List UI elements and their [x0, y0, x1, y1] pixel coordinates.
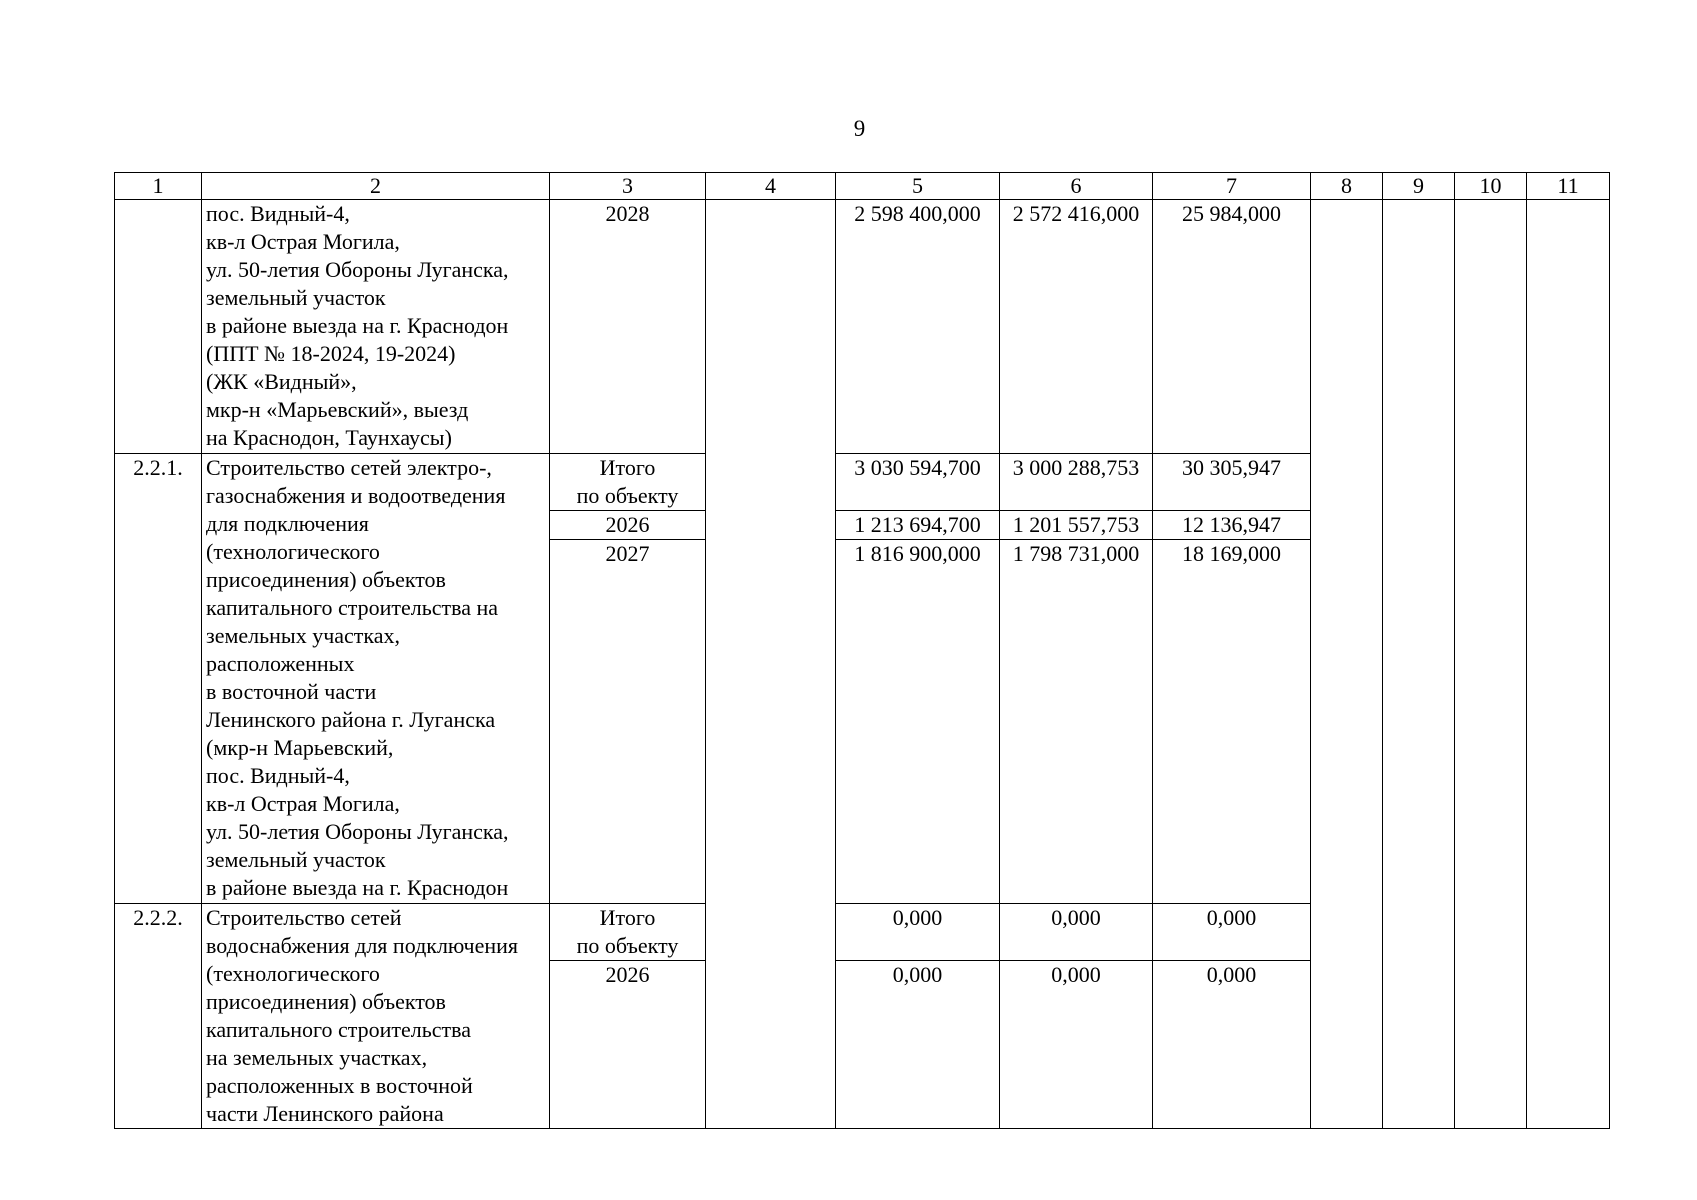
- value-col6: 0,000: [1000, 961, 1153, 1129]
- value-col7: 18 169,000: [1153, 540, 1311, 904]
- column-number-row: [115, 173, 1610, 200]
- column-10-cell: [1455, 200, 1527, 1129]
- value-col5: 0,000: [836, 904, 1000, 961]
- table-row: [115, 200, 1610, 454]
- column-number: 10: [1455, 173, 1527, 200]
- item-description: пос. Видный-4, кв-л Острая Могила, ул. 50-летия Обороны Луганска, земельный участок в районе выезда на г. Краснодон (ППТ № 18-2024, 19-2024) (ЖК «Видный», мкр-н «Марьевский», выезд на Краснодон, Таунхаусы): [202, 200, 550, 454]
- value-col6: 0,000: [1000, 904, 1153, 961]
- column-number: 9: [1383, 173, 1455, 200]
- value-col5: 0,000: [836, 961, 1000, 1129]
- item-number: 2.2.1.: [115, 454, 202, 904]
- column-number: 7: [1153, 173, 1311, 200]
- column-number: 8: [1311, 173, 1383, 200]
- column-number: 11: [1527, 173, 1610, 200]
- value-col6: 2 572 416,000: [1000, 200, 1153, 454]
- year-cell: 2026: [550, 511, 706, 540]
- year-cell: 2027: [550, 540, 706, 904]
- value-col6: 1 201 557,753: [1000, 511, 1153, 540]
- total-label: Итого по объекту: [550, 454, 706, 511]
- value-col7: 12 136,947: [1153, 511, 1311, 540]
- value-col5: 2 598 400,000: [836, 200, 1000, 454]
- value-col7: 30 305,947: [1153, 454, 1311, 511]
- year-cell: 2028: [550, 200, 706, 454]
- total-label: Итого по объекту: [550, 904, 706, 961]
- item-description: Строительство сетей электро-, газоснабжения и водоотведения для подключения (технологического присоединения) объектов капитального строительства на земельных участках, расположенных в восточной части Ленинского района г. Луганска (мкр-н Марьевский, пос. Видный-4, кв-л Острая Могила, ул. 50-летия Обороны Луганска, земельный участок в районе выезда на г. Краснодон: [202, 454, 550, 904]
- column-number: 3: [550, 173, 706, 200]
- column-4-cell: [706, 200, 836, 1129]
- value-col5: 1 213 694,700: [836, 511, 1000, 540]
- column-11-cell: [1527, 200, 1610, 1129]
- item-number: 2.2.2.: [115, 904, 202, 1129]
- value-col5: 1 816 900,000: [836, 540, 1000, 904]
- column-number: 1: [115, 173, 202, 200]
- year-cell: 2026: [550, 961, 706, 1129]
- column-number: 2: [202, 173, 550, 200]
- page-number: 9: [853, 116, 866, 141]
- value-col5: 3 030 594,700: [836, 454, 1000, 511]
- item-description: Строительство сетей водоснабжения для подключения (технологического присоединения) объектов капитального строительства на земельных участках, расположенных в восточной части Ленинского района: [202, 904, 550, 1129]
- column-number: 4: [706, 173, 836, 200]
- column-number: 6: [1000, 173, 1153, 200]
- value-col7: 0,000: [1153, 904, 1311, 961]
- value-col6: 1 798 731,000: [1000, 540, 1153, 904]
- column-8-cell: [1311, 200, 1383, 1129]
- value-col7: 0,000: [1153, 961, 1311, 1129]
- value-col7: 25 984,000: [1153, 200, 1311, 454]
- budget-table: [114, 172, 1610, 1129]
- column-number: 5: [836, 173, 1000, 200]
- item-number-cell: [115, 200, 202, 454]
- column-9-cell: [1383, 200, 1455, 1129]
- value-col6: 3 000 288,753: [1000, 454, 1153, 511]
